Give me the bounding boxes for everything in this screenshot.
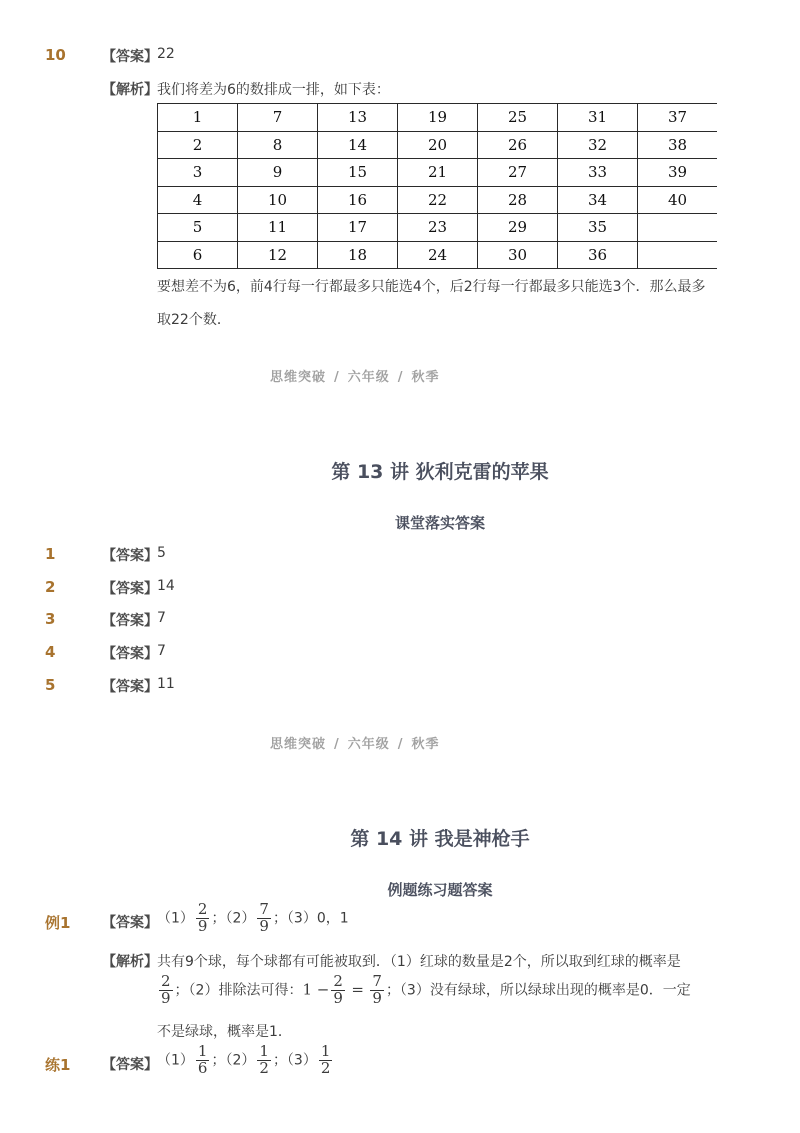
analysis-tag: 【解析】 — [102, 82, 158, 98]
analysis-line-2: 取22个数． — [157, 312, 231, 328]
analysis-line-1: 共有9个球，每个球都有可能被取到．（1）红球的数量是2个，所以取到红球的概率是 — [157, 954, 681, 970]
answer-value: 7 — [157, 643, 166, 659]
table-cell: 10 — [238, 186, 318, 214]
answer-tag: 【答案】 — [102, 1057, 158, 1073]
lecture-title: 第 13 讲 狄利克雷的苹果 — [331, 461, 549, 483]
section-title: 例题练习题答案 — [387, 881, 493, 899]
footer-series: 思维突破 — [270, 370, 327, 385]
answer-value: 5 — [157, 545, 166, 561]
question-number: 10 — [45, 46, 66, 64]
table-cell: 7 — [238, 104, 318, 132]
table-row — [158, 104, 718, 132]
table-cell: 11 — [238, 214, 318, 242]
table-row — [158, 159, 718, 187]
table-cell: 19 — [398, 104, 478, 132]
answer-tag: 【答案】 — [102, 49, 158, 65]
question-number: 2 — [45, 578, 56, 596]
analysis-line-3: 不是绿球，概率是1． — [157, 1024, 292, 1040]
answer-tag: 【答案】 — [102, 646, 158, 662]
footer-series: 思维突破 — [270, 737, 327, 752]
footer-separator: / — [397, 737, 404, 752]
question-number: 1 — [45, 545, 56, 563]
fraction — [196, 1044, 210, 1077]
answer-tag: 【答案】 — [102, 581, 158, 597]
answer-part: （1） — [157, 1052, 194, 1069]
denominator: 2 — [320, 1058, 331, 1077]
answer-part: ；（2） — [211, 1052, 256, 1069]
analysis-part: ；（2）排除法可得： — [174, 982, 303, 999]
table-cell: 2 — [158, 131, 238, 159]
table-cell: 4 — [158, 186, 238, 214]
table-row — [158, 214, 718, 242]
denominator: 6 — [197, 1058, 208, 1077]
table-cell: 38 — [638, 131, 718, 159]
difference-table — [157, 103, 717, 269]
table-cell: 35 — [558, 214, 638, 242]
table-cell: 40 — [638, 186, 718, 214]
table-cell: 5 — [158, 214, 238, 242]
table-cell: 32 — [558, 131, 638, 159]
table-row — [158, 131, 718, 159]
table-cell: 31 — [558, 104, 638, 132]
table-cell: 18 — [318, 241, 398, 269]
answer-part: ；（2） — [211, 910, 256, 927]
denominator: 9 — [259, 916, 269, 935]
table-cell: 36 — [558, 241, 638, 269]
page-footer — [270, 366, 440, 385]
answer-value: 11 — [157, 676, 175, 692]
page-footer — [270, 733, 440, 752]
table-cell — [638, 214, 718, 242]
table-cell: 34 — [558, 186, 638, 214]
answer-part: （1） — [157, 910, 194, 927]
table-cell: 6 — [158, 241, 238, 269]
table-row — [158, 186, 718, 214]
analysis-line-2 — [157, 974, 691, 1007]
analysis-intro: 我们将差为6的数排成一排，如下表： — [157, 82, 390, 98]
analysis-line-1: 要想差不为6，前4行每一行都最多只能选4个，后2行每一行都最多只能选3个．那么最多 — [157, 279, 706, 295]
denominator: 9 — [372, 988, 382, 1007]
question-number: 5 — [45, 676, 56, 694]
analysis-tag: 【解析】 — [102, 954, 158, 970]
numerator: 1 — [259, 1042, 269, 1060]
answer-tag: 【答案】 — [102, 548, 158, 564]
math-equals: = — [351, 980, 364, 999]
fraction — [257, 902, 271, 935]
table-cell: 23 — [398, 214, 478, 242]
table-cell: 16 — [318, 186, 398, 214]
table-cell: 28 — [478, 186, 558, 214]
denominator: 9 — [161, 988, 171, 1007]
numerator: 2 — [333, 972, 343, 990]
table-cell: 37 — [638, 104, 718, 132]
table-cell: 17 — [318, 214, 398, 242]
numerator: 2 — [161, 972, 171, 990]
table-cell: 12 — [238, 241, 318, 269]
numerator: 1 — [197, 1042, 208, 1060]
footer-season: 秋季 — [411, 370, 440, 385]
analysis-part: ；（3）没有绿球，所以绿球出现的概率是0．一定 — [385, 982, 691, 999]
fraction — [370, 974, 384, 1007]
fraction — [257, 1044, 271, 1077]
table-cell: 30 — [478, 241, 558, 269]
fraction — [319, 1044, 333, 1077]
question-number: 3 — [45, 610, 56, 628]
footer-separator: / — [334, 370, 340, 385]
math-expression: 1 − — [302, 980, 330, 999]
footer-season: 秋季 — [411, 737, 440, 752]
table-cell: 25 — [478, 104, 558, 132]
fraction — [196, 902, 210, 935]
table-row — [158, 241, 718, 269]
table-cell: 26 — [478, 131, 558, 159]
table-cell: 39 — [638, 159, 718, 187]
answer-tag: 【答案】 — [102, 679, 158, 695]
question-number: 4 — [45, 643, 56, 661]
table-cell: 33 — [558, 159, 638, 187]
footer-grade: 六年级 — [347, 737, 390, 752]
table-cell: 9 — [238, 159, 318, 187]
denominator: 2 — [259, 1058, 269, 1077]
numerator: 1 — [320, 1042, 331, 1060]
example-number: 例1 — [45, 914, 71, 932]
numerator: 2 — [197, 900, 208, 918]
example-answer — [157, 902, 349, 935]
table-cell: 21 — [398, 159, 478, 187]
answer-value: 22 — [157, 46, 175, 62]
fraction — [159, 974, 173, 1007]
table-cell: 15 — [318, 159, 398, 187]
table-cell: 1 — [158, 104, 238, 132]
practice-number: 练1 — [45, 1056, 71, 1074]
table-cell: 22 — [398, 186, 478, 214]
lecture-title: 第 14 讲 我是神枪手 — [350, 828, 530, 850]
table-cell: 14 — [318, 131, 398, 159]
numerator: 7 — [372, 972, 382, 990]
answer-tag: 【答案】 — [102, 613, 158, 629]
table-cell: 20 — [398, 131, 478, 159]
denominator: 9 — [197, 916, 208, 935]
fraction — [331, 974, 345, 1007]
denominator: 9 — [333, 988, 343, 1007]
answer-value: 7 — [157, 610, 166, 626]
table-cell: 13 — [318, 104, 398, 132]
section-title: 课堂落实答案 — [394, 514, 485, 532]
table-cell: 24 — [398, 241, 478, 269]
footer-separator: / — [397, 370, 404, 385]
answer-value: 14 — [157, 578, 175, 594]
table-cell: 29 — [478, 214, 558, 242]
numerator: 7 — [259, 900, 269, 918]
answer-part: ；（3）0，1 — [272, 910, 349, 927]
practice-answer — [157, 1044, 334, 1077]
table-cell: 3 — [158, 159, 238, 187]
footer-separator: / — [334, 737, 340, 752]
answer-tag: 【答案】 — [102, 915, 158, 931]
table-cell: 8 — [238, 131, 318, 159]
answer-part: ；（3） — [272, 1052, 317, 1069]
table-cell — [638, 241, 718, 269]
footer-grade: 六年级 — [347, 370, 390, 385]
table-cell: 27 — [478, 159, 558, 187]
